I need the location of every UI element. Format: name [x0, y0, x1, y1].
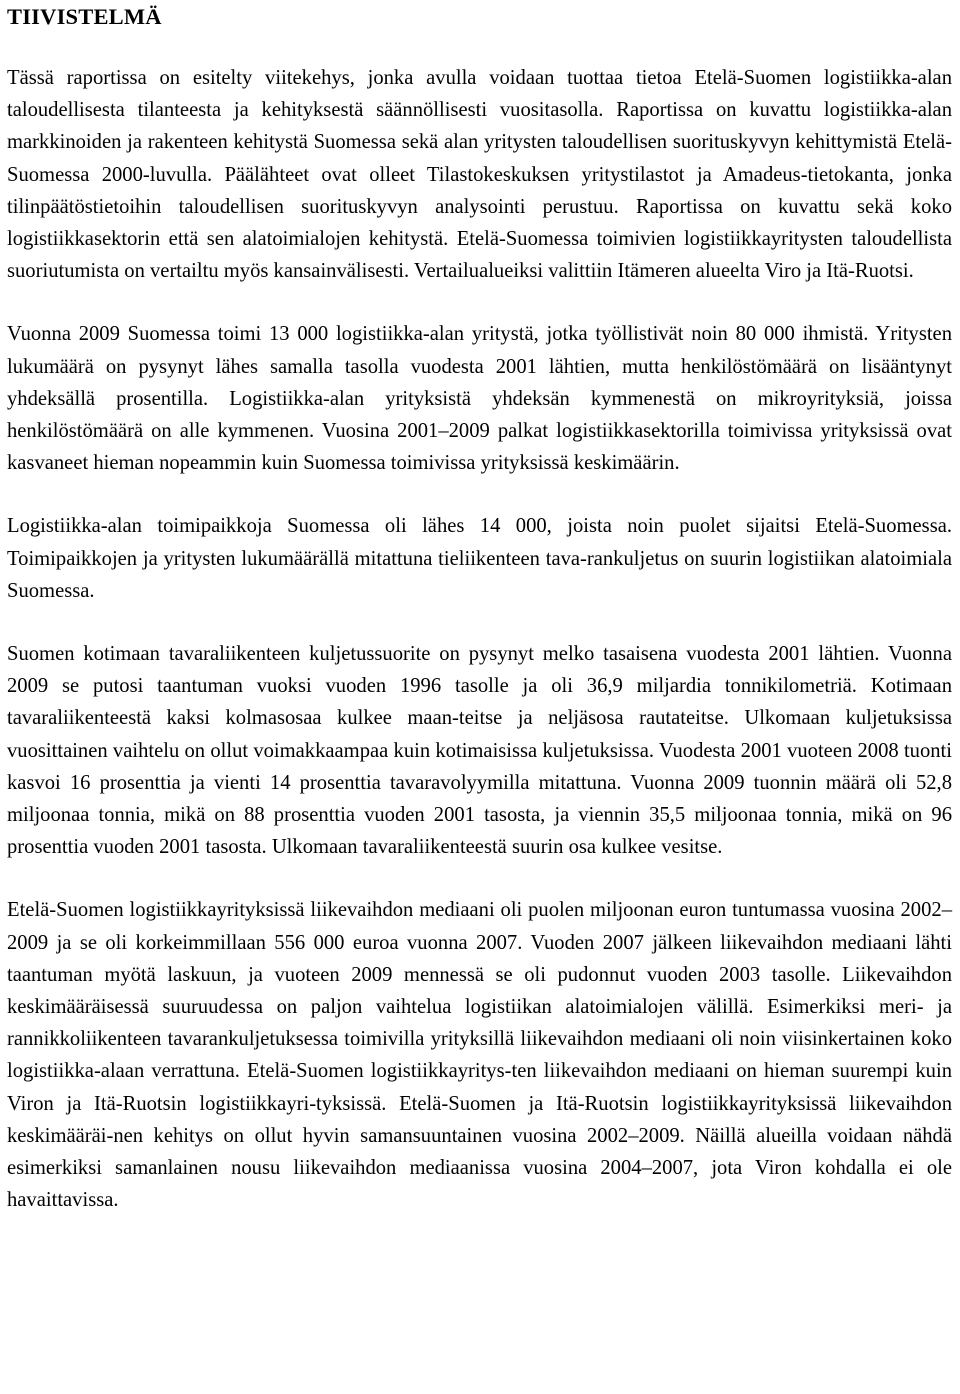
page-title: TIIVISTELMÄ — [7, 4, 162, 29]
paragraph-3: Logistiikka-alan toimipaikkoja Suomessa oli lähes 14 000, joista noin puolet sijaitsi Etelä-Suomessa. Toimipaikkojen ja yritysten lukumäärällä mitattuna tieliikenteen tava-rankuljetus on suurin logistiikan alatoimiala Suomessa. — [7, 515, 952, 602]
paragraph-2: Vuonna 2009 Suomessa toimi 13 000 logistiikka-alan yritystä, jotka työllistivät noin 80 000 ihmistä. Yritysten lukumäärä on pysynyt lähes samalla tasolla vuodesta 2001 lähtien, mutta henkilöstömäärä on lisääntynyt yhdeksällä prosentilla. Logistiikka-alan yrityksistä yhdeksän kymmenestä on mikroyrityksiä, joissa henkilöstömäärä on alle kymmenen. Vuosina 2001–2009 palkat logistiikkasektorilla toimivissa yrityksissä ovat kasvaneet hieman nopeammin kuin Suomessa toimivissa yrityksissä keskimäärin. — [7, 323, 952, 475]
paragraph-5: Etelä-Suomen logistiikkayrityksissä liikevaihdon mediaani oli puolen miljoonan euron tuntumassa vuosina 2002–2009 ja se oli korkeimmillaan 556 000 euroa vuonna 2007. Vuoden 2007 jälkeen liikevaihdon mediaani lähti taantuman myötä laskuun, ja vuoteen 2009 mennessä se oli pudonnut vuoden 2003 tasolle. Liikevaihdon keskimääräisessä suuruudessa on paljon vaihtelua logistiikan alatoimialojen välillä. Esimerkiksi meri- ja rannikkoliikenteen tavarankuljetuksessa toimivilla yrityksillä liikevaihdon mediaani oli noin viisinkertainen koko logistiikka-alaan verrattuna. Etelä-Suomen logistiikkayritys-ten liikevaihdon mediaani on hieman suurempi kuin Viron ja Itä-Ruotsin logistiikkayri-tyksissä. Etelä-Suomen ja Itä-Ruotsin logistiikkayrityksissä liikevaihdon keskimääräi-nen kehitys on ollut hyvin samansuuntainen vuosina 2002–2009. Näillä alueilla voidaan nähdä esimerkiksi samanlainen nousu liikevaihdon mediaanissa vuosina 2004–2007, jota Viron kohdalla ei ole havaittavissa. — [7, 899, 952, 1212]
document-page — [0, 4, 960, 1394]
paragraph-1: Tässä raportissa on esitelty viitekehys, jonka avulla voidaan tuottaa tietoa Etelä-Suomen logistiikka-alan taloudellisesta tilanteesta ja kehityksestä säännöllisesti vuositasolla. Raportissa on kuvattu logistiikka-alan markkinoiden ja rakenteen kehitystä Suomessa sekä alan yritysten taloudellisen suorituskyvyn kehittymistä Etelä-Suomessa 2000-luvulla. Päälähteet ovat olleet Tilastokeskuksen yritystilastot ja Amadeus-tietokanta, jonka tilinpäätöstietoihin taloudellisen suorituskyvyn analysointi perustuu. Raportissa on kuvattu sekä koko logistiikkasektorin että sen alatoimialojen kehitystä. Etelä-Suomessa toimivien logistiikkayritysten taloudellista suoriutumista on vertailtu myös kansainvälisesti. Vertailualueiksi valittiin Itämeren alueelta Viro ja Itä-Ruotsi. — [7, 67, 952, 283]
paragraph-4: Suomen kotimaan tavaraliikenteen kuljetussuorite on pysynyt melko tasaisena vuodesta 2001 lähtien. Vuonna 2009 se putosi taantuman vuoksi vuoden 1996 tasolle ja oli 36,9 miljardia tonnikilometriä. Kotimaan tavaraliikenteestä kaksi kolmasosaa kulkee maan-teitse ja neljäsosa rautateitse. Ulkomaan kuljetuksissa vuosittainen vaihtelu on ollut voimakkaampaa kuin kotimaisissa kuljetuksissa. Vuodesta 2001 vuoteen 2008 tuonti kasvoi 16 prosenttia ja vienti 14 prosenttia tavaravolyymilla mitattuna. Vuonna 2009 tuonnin määrä oli 52,8 miljoonaa tonnia, mikä on 88 prosenttia vuoden 2001 tasosta, ja viennin 35,5 miljoonaa tonnia, mikä on 96 prosenttia vuoden 2001 tasosta. Ulkomaan tavaraliikenteestä suurin osa kulkee vesitse. — [7, 643, 952, 859]
